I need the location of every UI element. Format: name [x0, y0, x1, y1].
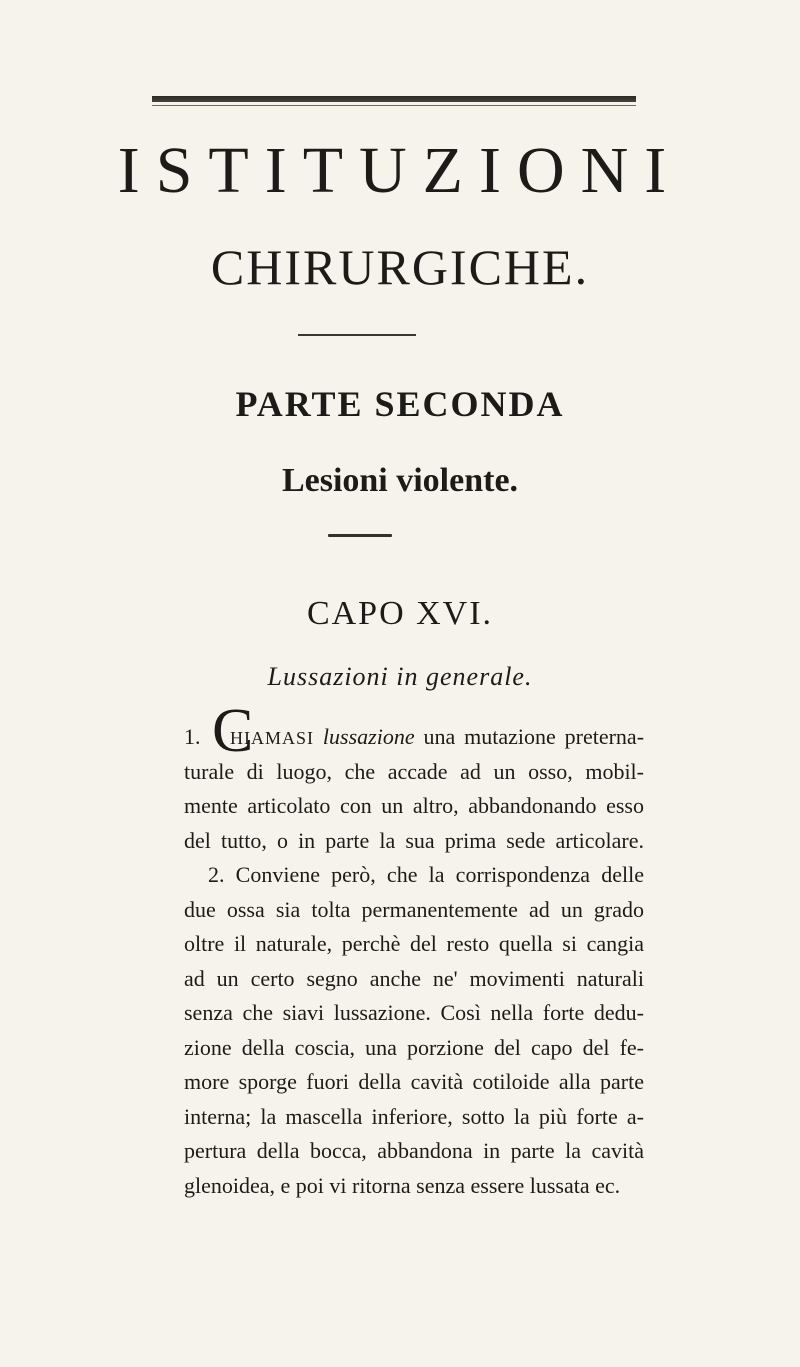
part-subtitle: Lesioni violente. [281, 462, 519, 499]
text-line: ad un certo segno anche ne' movimenti naturali [184, 965, 644, 991]
ornamental-rule-top [152, 96, 636, 102]
text-line: interna; la mascella inferiore, sotto la più forte a- [184, 1103, 644, 1129]
text-line: due ossa sia tolta permanentemente ad un grado [184, 896, 644, 922]
paragraph-first-line [184, 697, 645, 765]
chapter-title: CAPO XVI. [306, 595, 494, 632]
paragraph-number: 1. [184, 724, 201, 749]
first-line-rest: una mutazione preterna- [423, 724, 645, 749]
chapter-subtitle: Lussazioni in generale. [267, 662, 533, 691]
book-title: ISTITUZIONI [117, 134, 683, 207]
text-line: del tutto, o in parte la sua prima sede articolare. [184, 827, 644, 853]
first-line-text [230, 720, 644, 756]
smallcaps-word: HIAMASI [230, 728, 315, 748]
thin-rule-top [152, 105, 636, 106]
text-line: oltre il naturale, perchè del resto quella si cangia [184, 931, 644, 956]
divider-rule [298, 334, 416, 336]
short-divider-rule [328, 534, 392, 537]
drop-cap: C [212, 697, 254, 765]
part-title: PARTE SECONDA [235, 384, 565, 424]
text-line: pertura della bocca, abbandona in parte la cavità [184, 1138, 644, 1163]
italic-term: lussazione [322, 724, 415, 749]
body-text [184, 697, 645, 1203]
text-line: 2. Conviene però, che la corrispondenza delle [208, 862, 644, 887]
text-line: more sporge fuori della cavità cotiloide alla parte [184, 1069, 644, 1094]
text-line: turale di luogo, che accade ad un osso, mobil- [184, 758, 644, 784]
text-line: glenoidea, e poi vi ritorna senza essere lussata ec. [184, 1172, 621, 1198]
text-line: senza che siavi lussazione. Così nella forte dedu- [184, 1000, 644, 1025]
text-line: mente articolato con un altro, abbandonando esso [184, 793, 644, 818]
book-subtitle: CHIRURGICHE. [210, 239, 590, 295]
text-line: zione della coscia, una porzione del capo del fe- [184, 1034, 644, 1060]
